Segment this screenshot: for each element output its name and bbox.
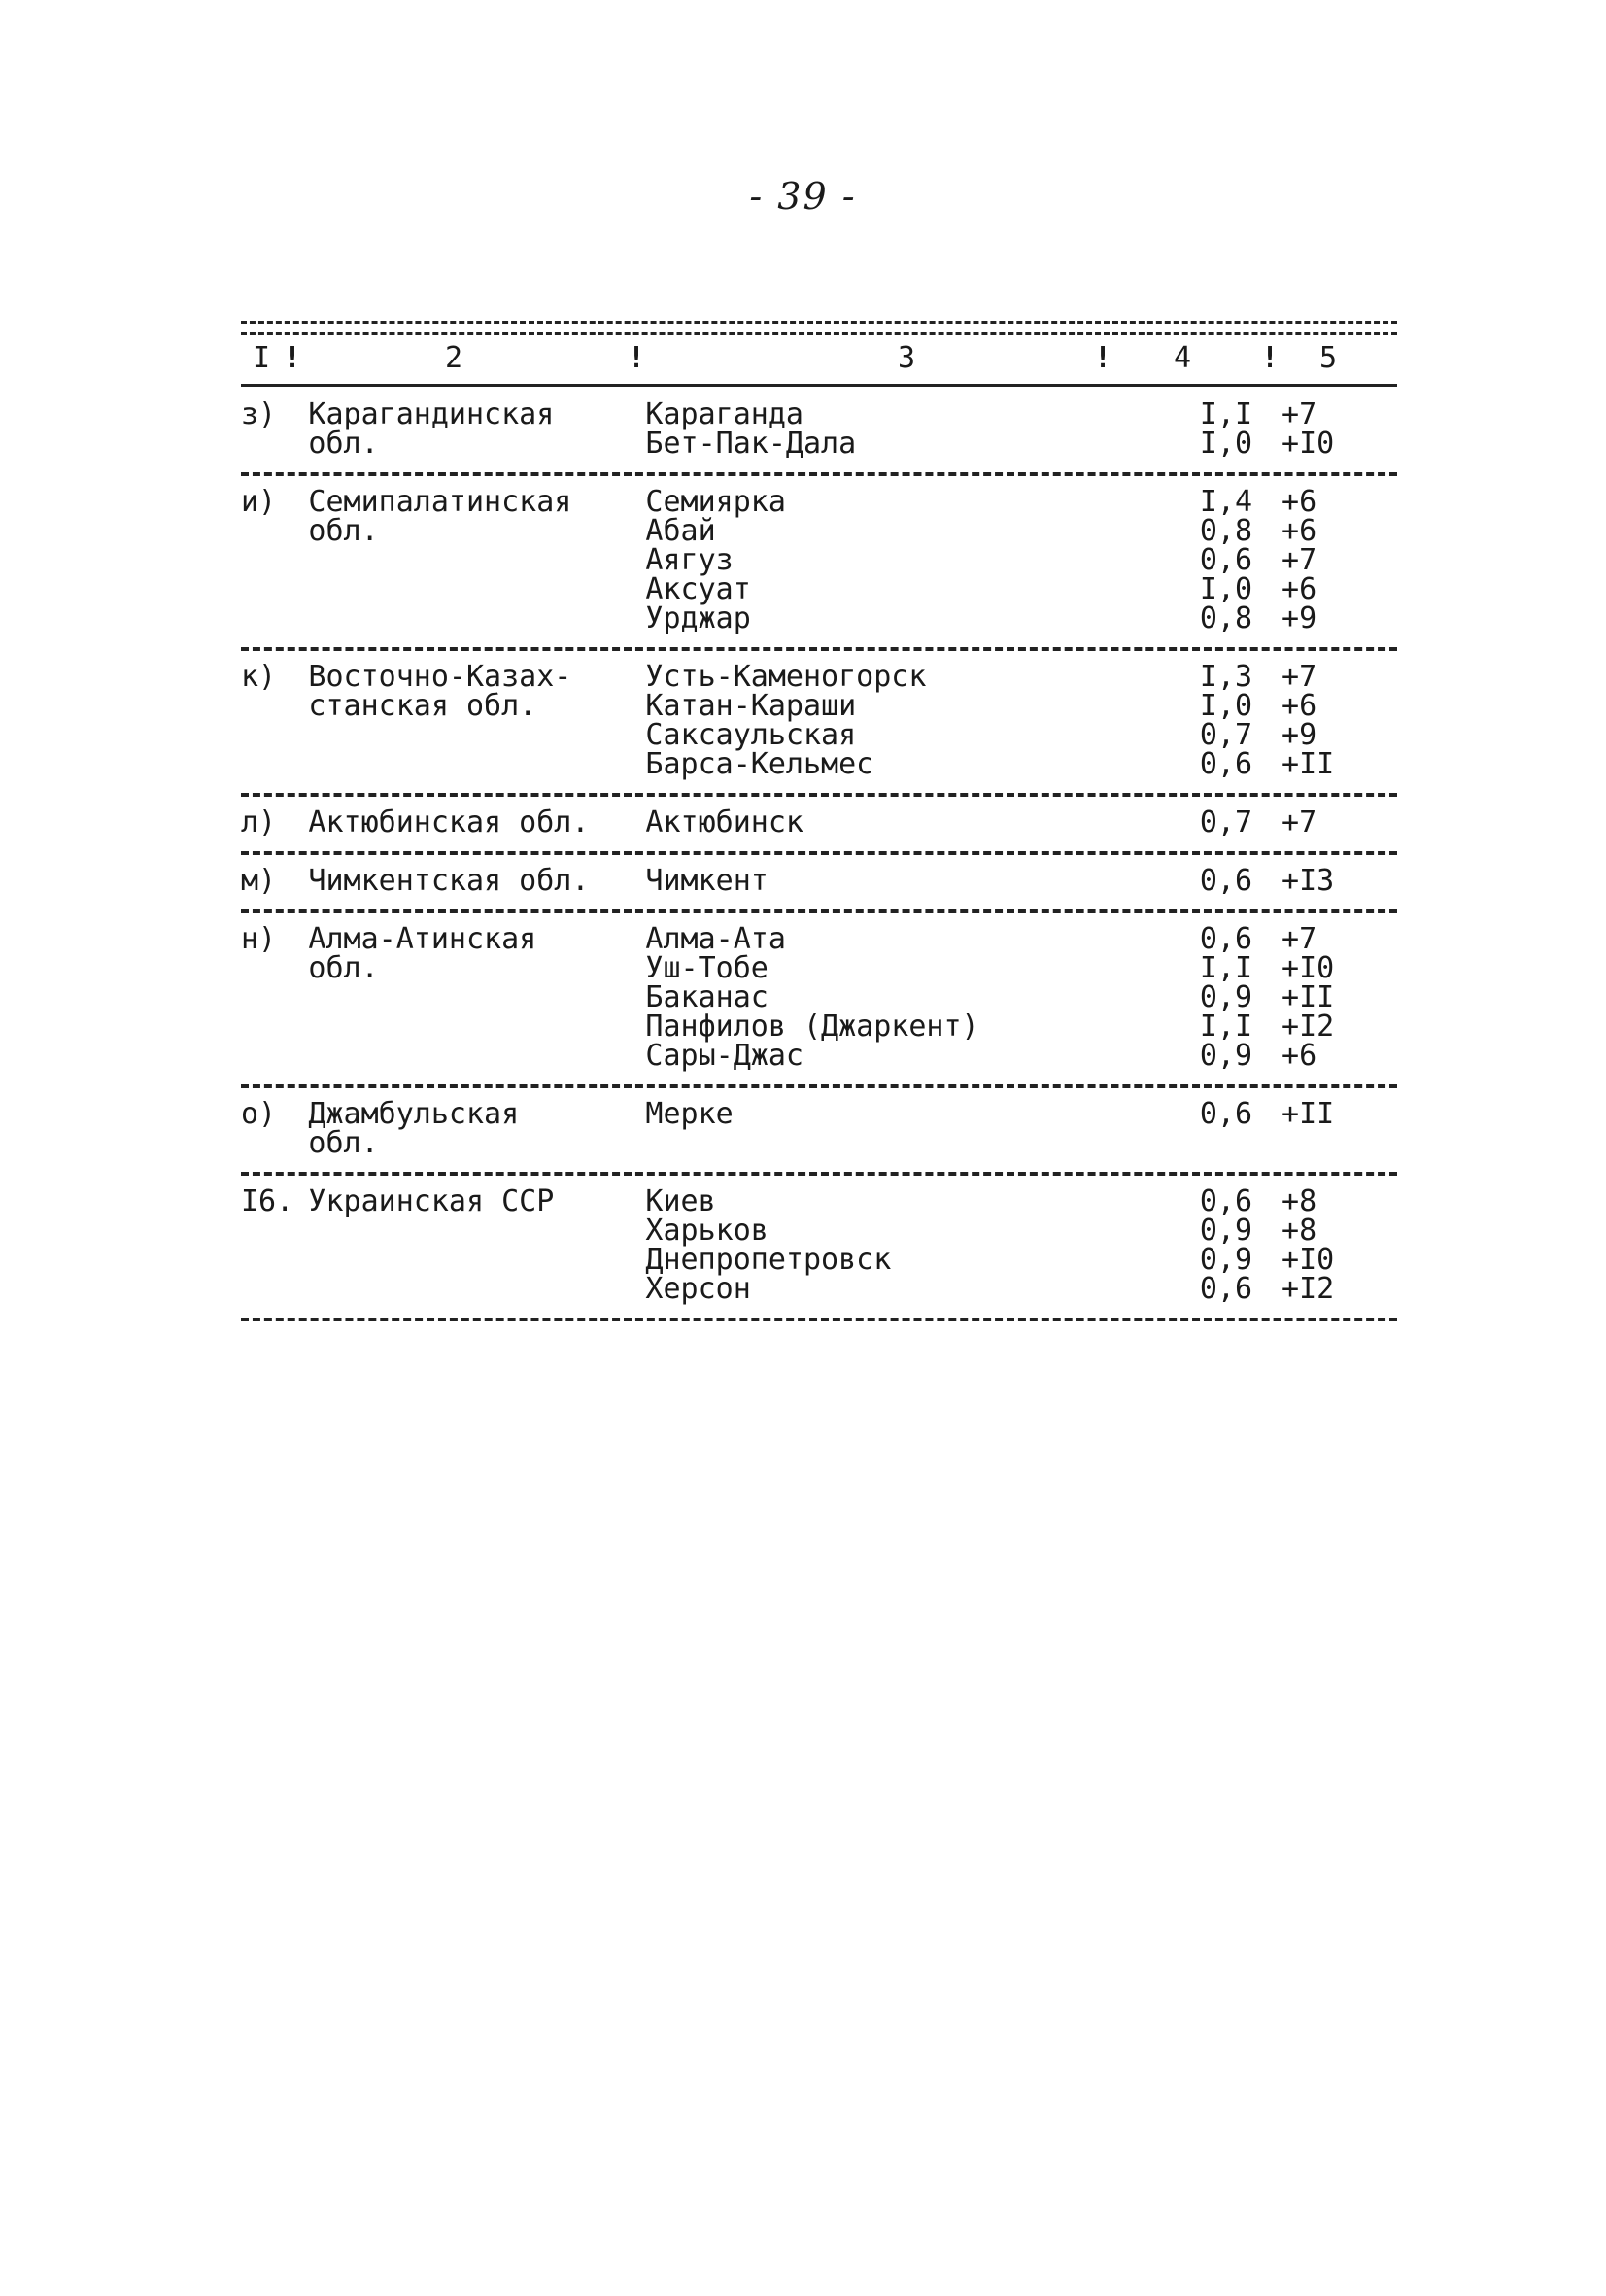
station-name: Бет-Пак-Дала — [645, 427, 857, 461]
column-4-value: 0,6 — [1199, 922, 1253, 956]
row-separator — [241, 909, 1397, 913]
header-cell-5 — [1281, 341, 1397, 375]
region-name: Актюбинская обл. — [308, 805, 590, 840]
row-label: л) — [241, 805, 277, 840]
column-4-value: 0,8 — [1199, 514, 1253, 548]
station-list — [645, 660, 1108, 781]
station-name: Урджар — [645, 601, 751, 635]
column-separator: ! — [283, 341, 301, 375]
row-separator — [241, 1318, 1397, 1321]
row-separator — [241, 1084, 1397, 1088]
column-5-values — [1272, 1097, 1397, 1131]
column-5-value: +7 — [1281, 397, 1317, 431]
column-5-value: +6 — [1281, 514, 1317, 548]
header-cell-1 — [241, 341, 309, 375]
column-4-values — [1108, 922, 1272, 1073]
header-label-5: 5 — [1319, 341, 1338, 375]
station-name: Мерке — [645, 1097, 734, 1131]
region-name: Карагандинская обл. — [308, 397, 555, 461]
table-row — [241, 660, 1397, 781]
station-name: Абай — [645, 514, 716, 548]
column-4-value: 0,7 — [1199, 718, 1253, 752]
region-name: Восточно-Казах- станская обл. — [308, 660, 572, 723]
column-5-value: +9 — [1281, 718, 1317, 752]
column-5-value: +I0 — [1281, 1243, 1335, 1277]
header-label-2: 2 — [445, 341, 463, 375]
column-4-value: 0,9 — [1199, 980, 1253, 1014]
column-separator: ! — [1093, 341, 1111, 375]
column-4-value: I,0 — [1199, 689, 1253, 723]
column-4-value: 0,6 — [1199, 1097, 1253, 1131]
header-label-3: 3 — [898, 341, 916, 375]
header-label-4: 4 — [1174, 341, 1192, 375]
region-name: Украинская ССР — [308, 1184, 555, 1218]
column-4-value: I,4 — [1199, 485, 1253, 519]
column-4-values — [1108, 660, 1272, 781]
column-5-value: +7 — [1281, 543, 1317, 577]
region-name: Чимкентская обл. — [308, 864, 590, 898]
row-label: н) — [241, 922, 277, 956]
station-list — [645, 805, 1108, 840]
row-label: м) — [241, 864, 277, 898]
table-row — [241, 864, 1397, 898]
region-name: Джамбульская обл. — [308, 1097, 520, 1160]
station-list — [645, 1097, 1108, 1131]
column-4-values — [1108, 864, 1272, 898]
column-5-value: +6 — [1281, 485, 1317, 519]
station-name: Караганда — [645, 397, 803, 431]
station-name: Актюбинск — [645, 805, 803, 840]
page-number: - 39 - — [749, 175, 857, 218]
station-name: Уш-Тобе — [645, 951, 769, 985]
column-5-value: +I0 — [1281, 427, 1335, 461]
column-5-value: +I0 — [1281, 951, 1335, 985]
column-5-value: +6 — [1281, 1039, 1317, 1073]
station-name: Панфилов (Джаркент) — [645, 1010, 979, 1044]
row-label: I6. — [241, 1184, 294, 1218]
column-5-value: +I2 — [1281, 1010, 1335, 1044]
column-4-values — [1108, 805, 1272, 840]
column-5-values — [1272, 805, 1397, 840]
table-row — [241, 922, 1397, 1073]
station-name: Чимкент — [645, 864, 769, 898]
column-separator: ! — [1260, 341, 1279, 375]
column-4-value: I,0 — [1199, 572, 1253, 606]
column-4-value: 0,7 — [1199, 805, 1253, 840]
row-label: к) — [241, 660, 277, 694]
column-4-values — [1108, 397, 1272, 461]
station-name: Киев — [645, 1184, 716, 1218]
column-4-value: 0,9 — [1199, 1039, 1253, 1073]
station-list — [645, 1184, 1108, 1306]
column-5-values — [1272, 864, 1397, 898]
station-list — [645, 922, 1108, 1073]
column-5-values — [1272, 660, 1397, 781]
data-table — [241, 321, 1397, 1333]
table-row — [241, 1097, 1397, 1160]
column-4-value: 0,9 — [1199, 1243, 1253, 1277]
column-4-value: 0,6 — [1199, 1272, 1253, 1306]
station-name: Днепропетровск — [645, 1243, 892, 1277]
column-5-value: +7 — [1281, 922, 1317, 956]
table-row — [241, 1184, 1397, 1306]
column-4-value: 0,9 — [1199, 1214, 1253, 1248]
column-4-value: I,0 — [1199, 427, 1253, 461]
column-4-values — [1108, 485, 1272, 635]
station-name: Барса-Кельмес — [645, 747, 874, 781]
row-separator — [241, 647, 1397, 651]
station-list — [645, 485, 1108, 635]
row-separator — [241, 851, 1397, 855]
column-separator: ! — [627, 341, 645, 375]
column-4-value: 0,6 — [1199, 747, 1253, 781]
station-name: Баканас — [645, 980, 769, 1014]
column-5-value: +7 — [1281, 660, 1317, 694]
station-name: Катан-Караши — [645, 689, 857, 723]
region-name: Семипалатинская обл. — [308, 485, 572, 548]
station-name: Саксаульская — [645, 718, 857, 752]
header-cell-2 — [309, 341, 649, 375]
table-row — [241, 397, 1397, 461]
row-label: з) — [241, 397, 277, 431]
column-4-value: 0,6 — [1199, 1184, 1253, 1218]
column-5-value: +I3 — [1281, 864, 1335, 898]
column-5-values — [1272, 922, 1397, 1073]
station-name: Аягуз — [645, 543, 734, 577]
table-body — [241, 397, 1397, 1321]
station-name: Харьков — [645, 1214, 769, 1248]
column-5-value: +8 — [1281, 1214, 1317, 1248]
column-5-value: +6 — [1281, 689, 1317, 723]
column-4-value: 0,6 — [1199, 543, 1253, 577]
station-name: Алма-Ата — [645, 922, 786, 956]
header-label-1: I — [253, 341, 271, 375]
region-name: Алма-Атинская обл. — [308, 922, 537, 985]
header-cell-3 — [649, 341, 1115, 375]
column-4-value: I,3 — [1199, 660, 1253, 694]
column-4-value: I,I — [1199, 1010, 1253, 1044]
station-list — [645, 397, 1108, 461]
column-5-value: +II — [1281, 980, 1335, 1014]
column-5-value: +9 — [1281, 601, 1317, 635]
column-5-values — [1272, 485, 1397, 635]
header-cell-4 — [1115, 341, 1281, 375]
row-label: и) — [241, 485, 277, 519]
column-4-value: 0,6 — [1199, 864, 1253, 898]
row-separator — [241, 793, 1397, 797]
column-5-value: +I2 — [1281, 1272, 1335, 1306]
row-separator — [241, 472, 1397, 476]
table-row — [241, 805, 1397, 840]
column-4-value: I,I — [1199, 951, 1253, 985]
table-top-rule — [241, 321, 1397, 335]
column-5-values — [1272, 397, 1397, 461]
column-4-values — [1108, 1097, 1272, 1131]
column-4-values — [1108, 1184, 1272, 1306]
row-label: о) — [241, 1097, 277, 1131]
column-5-value: +8 — [1281, 1184, 1317, 1218]
station-name: Аксуат — [645, 572, 751, 606]
column-5-values — [1272, 1184, 1397, 1306]
table-row — [241, 485, 1397, 635]
row-separator — [241, 1172, 1397, 1176]
station-list — [645, 864, 1108, 898]
column-5-value: +6 — [1281, 572, 1317, 606]
column-5-value: +II — [1281, 747, 1335, 781]
station-name: Сары-Джас — [645, 1039, 803, 1073]
station-name: Херсон — [645, 1272, 751, 1306]
column-5-value: +II — [1281, 1097, 1335, 1131]
table-header — [241, 339, 1397, 378]
column-5-value: +7 — [1281, 805, 1317, 840]
column-4-value: I,I — [1199, 397, 1253, 431]
station-name: Семиярка — [645, 485, 786, 519]
column-4-value: 0,8 — [1199, 601, 1253, 635]
station-name: Усть-Каменогорск — [645, 660, 927, 694]
